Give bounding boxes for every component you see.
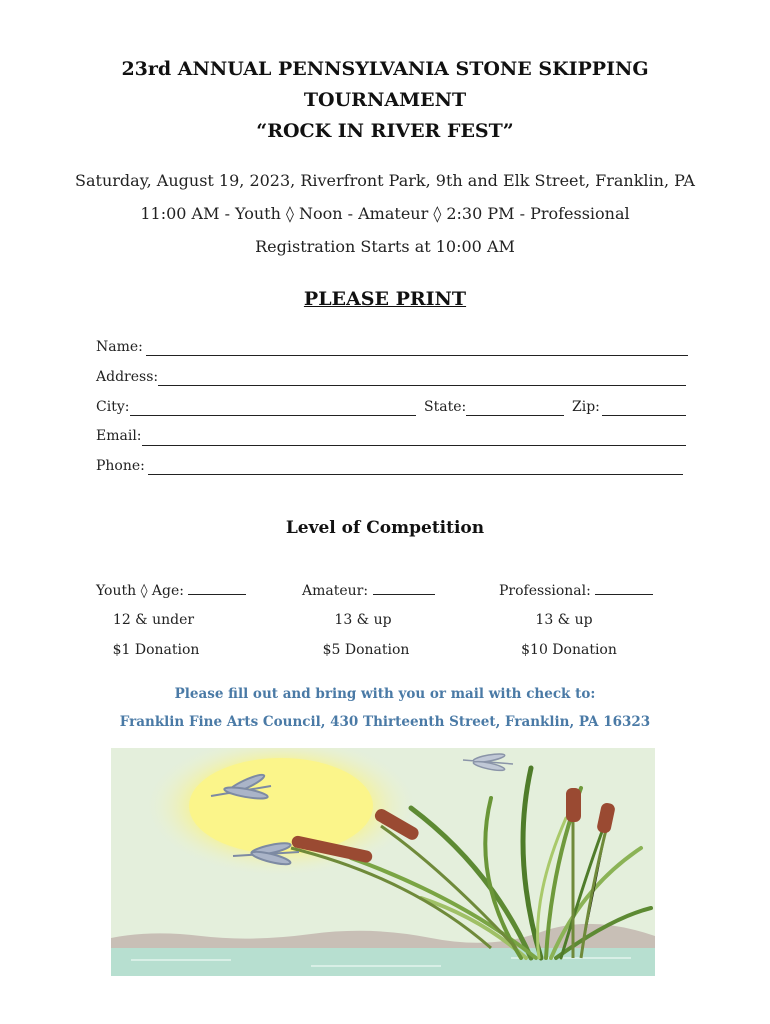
event-date-location: Saturday, August 19, 2023, Riverfront Park, 9th and Elk Street, Franklin, PA bbox=[75, 171, 695, 190]
zip-label: Zip: bbox=[572, 399, 600, 415]
event-schedule: 11:00 AM - Youth ◊ Noon - Amateur ◊ 2:30 PM - Professional bbox=[140, 204, 630, 223]
name-field[interactable] bbox=[146, 355, 688, 356]
event-title bbox=[0, 54, 770, 116]
amateur-field[interactable] bbox=[373, 582, 435, 595]
amateur-fee: $5 Donation bbox=[322, 642, 410, 658]
amateur-label: Amateur: bbox=[302, 583, 369, 599]
email-field[interactable] bbox=[142, 445, 686, 446]
state-field[interactable] bbox=[466, 415, 564, 416]
youth-age: 12 & under bbox=[112, 612, 195, 628]
name-label: Name: bbox=[96, 339, 143, 355]
event-title-line2: TOURNAMENT bbox=[303, 89, 467, 111]
amateur-age: 13 & up bbox=[334, 612, 392, 628]
professional-level bbox=[499, 582, 659, 599]
professional-fee: $10 Donation bbox=[521, 642, 617, 658]
professional-age: 13 & up bbox=[535, 612, 593, 628]
event-subtitle: “ROCK IN RIVER FEST” bbox=[256, 120, 514, 142]
please-print-heading: PLEASE PRINT bbox=[303, 288, 467, 310]
phone-field[interactable] bbox=[148, 474, 683, 475]
professional-label: Professional: bbox=[499, 583, 591, 599]
state-label: State: bbox=[424, 399, 467, 415]
zip-field[interactable] bbox=[602, 415, 686, 416]
youth-age-field[interactable] bbox=[188, 582, 246, 595]
sun bbox=[189, 758, 373, 854]
city-field[interactable] bbox=[130, 415, 416, 416]
phone-label: Phone: bbox=[96, 458, 145, 474]
cattail-illustration bbox=[111, 748, 655, 976]
registration-time: Registration Starts at 10:00 AM bbox=[255, 237, 515, 256]
youth-level bbox=[96, 582, 256, 599]
youth-label: Youth ◊ Age: bbox=[96, 583, 185, 599]
amateur-level bbox=[302, 582, 442, 599]
address-label: Address: bbox=[96, 369, 159, 385]
mail-address: Franklin Fine Arts Council, 430 Thirteenth Street, Franklin, PA 16323 bbox=[119, 714, 651, 730]
email-label: Email: bbox=[96, 428, 142, 444]
youth-fee: $1 Donation bbox=[112, 642, 200, 658]
address-field[interactable] bbox=[158, 385, 686, 386]
mail-instruction: Please fill out and bring with you or mail with check to: bbox=[174, 686, 596, 702]
competition-heading: Level of Competition bbox=[285, 518, 485, 538]
event-title-line1: 23rd ANNUAL PENNSYLVANIA STONE SKIPPING bbox=[121, 58, 649, 80]
city-label: City: bbox=[96, 399, 130, 415]
cattail-head bbox=[566, 788, 581, 822]
professional-field[interactable] bbox=[595, 582, 653, 595]
